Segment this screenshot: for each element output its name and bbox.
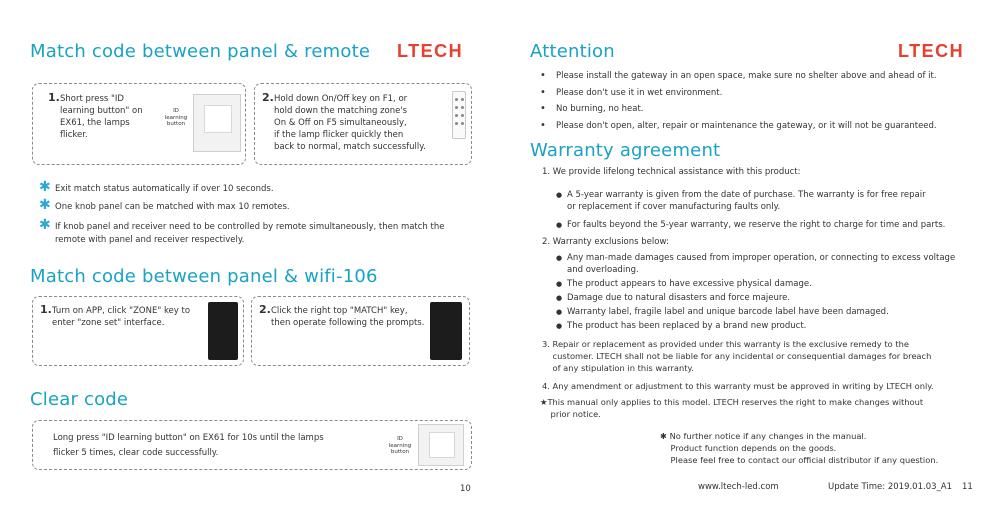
id-learning-button-label: ID learning button [164,108,188,127]
warranty-item-1-subs [555,187,985,231]
remote-image [452,91,466,139]
step-1-number: 1. [48,91,60,104]
section-title-panel-wifi: Match code between panel & wifi-106 [30,266,378,287]
warranty-item-2-subs [555,250,985,332]
ltech-logo: LTECH [898,41,965,61]
step-2-number: 2. [262,91,274,104]
note-2: ✱ One knob panel can be matched with max 10 remotes. [39,197,290,213]
warranty-sub-item: ● For faults beyond the 5-year warranty, we reserve the right to charge for time and parts. [555,219,985,231]
wifi-step-2-text: Click the right top "MATCH" key, then operate following the prompts. [271,306,425,328]
warranty-sub-item: ● The product appears to have excessive physical damage. [555,278,985,290]
warranty-sub-item: ● Damage due to natural disasters and force majeure. [555,292,985,304]
website: www.ltech-led.com [698,482,779,492]
ex61-panel-image [418,424,464,466]
footnote: ✱ No further notice if any changes in the manual. Product function depends on the goods. Please feel free to contact our official distributor if any question. [660,431,939,465]
phone-match-image [430,302,462,360]
step-1-text: Short press "ID learning button" on EX61, the lamps flicker. [60,94,143,140]
step-2 [262,93,447,153]
ex61-panel-image [193,94,241,152]
clear-code-text: Long press "ID learning button" on EX61 for 10s until the lamps flicker 5 times, clear code successfully. [53,433,324,458]
attention-title: Attention [530,41,615,62]
wifi-step-1-number: 1. [40,303,52,316]
update-time: Update Time: 2019.01.03_A1 [828,482,952,492]
wifi-step-2 [259,305,431,329]
ltech-logo: LTECH [397,41,464,61]
note-1: ✱ Exit match status automatically if over 10 seconds. [39,179,274,195]
page-number: 11 [962,482,973,492]
warranty-item-2: 2. Warranty exclusions below: [542,237,669,247]
wifi-step-2-number: 2. [259,303,271,316]
step-1 [48,93,158,141]
section-title-clear-code: Clear code [30,389,129,410]
attention-item: • Please don't use it in wet environment. [538,85,937,102]
asterisk-icon: ✱ [39,217,51,233]
attention-item: • No burning, no heat. [538,101,937,118]
warranty-sub-item: ● Any man-made damages caused from improper operation, or connecting to excess voltage and overloading. [555,252,985,276]
attention-item: • Please install the gateway in an open space, make sure no shelter above and ahead of it. [538,68,937,85]
attention-item: • Please don't open, alter, repair or maintenance the gateway, or it will not be guaranteed. [538,118,937,135]
warranty-item-5: ★This manual only applies to this model. LTECH reserves the right to make changes without prior notice. [540,397,924,419]
warranty-item-3: 3. Repair or replacement as provided under this warranty is the exclusive remedy to the customer. LTECH shall not be liable for any incidental or consequential damages for breach of any stipulation in this warranty. [542,339,932,373]
step-2-text: Hold down On/Off key on F1, or hold down the matching zone's On & Off on F5 simultaneously, if the lamp flicker quickly then back to normal, match successfully. [274,94,426,152]
wifi-step-1 [40,305,210,329]
page-number: 10 [460,484,471,494]
attention-list [538,68,937,134]
asterisk-icon: ✱ [39,197,51,213]
warranty-sub-item: ● The product has been replaced by a brand new product. [555,320,985,332]
warranty-item-4: 4. Any amendment or adjustment to this warranty must be approved in writing by LTECH only. [542,381,934,391]
id-learning-button-label: ID learning button [388,436,412,455]
note-3: ✱ If knob panel and receiver need to be controlled by remote simultaneously, then match the remote with panel and receiver respectively. [39,217,445,245]
warranty-title: Warranty agreement [530,140,721,161]
warranty-sub-item: ● A 5-year warranty is given from the date of purchase. The warranty is for free repair or replacement if cover manufacturing faults only. [555,189,985,213]
section-title-panel-remote: Match code between panel & remote [30,41,371,62]
phone-app-image [208,302,238,360]
wifi-step-1-text: Turn on APP, click "ZONE" key to enter "zone set" interface. [52,306,191,328]
right-page [500,0,1000,508]
warranty-item-1: 1. We provide lifelong technical assistance with this product: [542,167,801,177]
asterisk-icon: ✱ [39,179,51,195]
warranty-sub-item: ● Warranty label, fragile label and unique barcode label have been damaged. [555,306,985,318]
